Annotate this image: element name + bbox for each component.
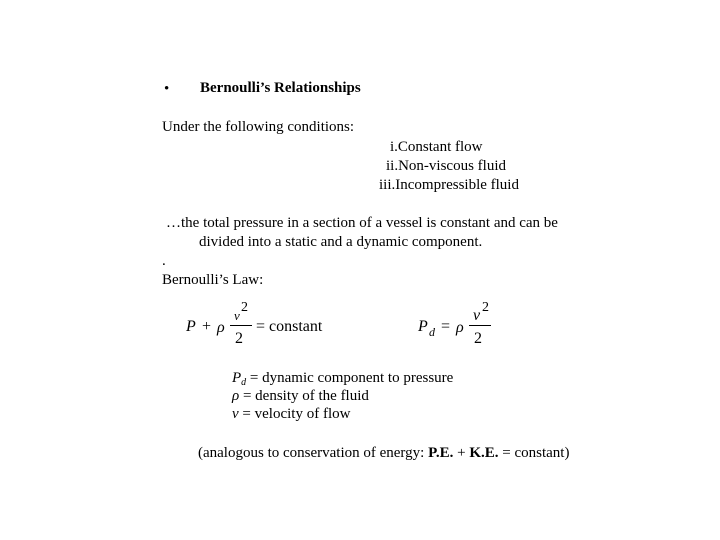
conditions-intro: Under the following conditions: <box>162 119 355 135</box>
condition-item-3: iii.Incompressible fluid <box>379 177 519 193</box>
analogy-ke: K.E. <box>469 445 499 461</box>
analogy-prefix: (analogous to conservation of energy: <box>198 445 429 461</box>
eq1-constant: constant <box>269 318 323 335</box>
def-symbol-v: v <box>232 406 239 422</box>
eq2-rho: ρ <box>456 319 464 336</box>
bullet-point: • <box>164 81 170 97</box>
eq1-plus: + <box>202 318 212 335</box>
definition-rho <box>232 389 369 404</box>
eq1-denominator: 2 <box>235 330 243 347</box>
definition-pd <box>232 371 453 388</box>
eq2-subscript: d <box>429 325 435 339</box>
paragraph-line-1: …the total pressure in a section of a vessel is constant and can be <box>166 215 558 231</box>
def-text-v: = velocity of flow <box>238 406 351 422</box>
def-text-rho: = density of the fluid <box>239 388 369 404</box>
eq2-denominator: 2 <box>474 330 482 347</box>
eq1-exponent: 2 <box>241 300 248 315</box>
eq1-fraction-bar <box>230 325 252 326</box>
section-heading: Bernoulli’s Relationships <box>200 80 361 96</box>
bernoulli-equation <box>186 300 336 355</box>
eq1-pressure: P <box>186 318 196 335</box>
law-label: Bernoulli’s Law: <box>162 272 264 288</box>
def-symbol-subscript: d <box>241 377 247 388</box>
definition-v <box>232 407 350 422</box>
eq1-equals: = <box>256 318 266 335</box>
stray-period: . <box>162 253 166 269</box>
def-text-pd: = dynamic component to pressure <box>246 370 454 386</box>
analogy-suffix: = constant) <box>498 445 570 461</box>
eq2-numerator-v: v <box>473 307 481 324</box>
condition-item-2: ii.Non-viscous fluid <box>386 158 506 174</box>
paragraph-line-2: divided into a static and a dynamic component. <box>199 234 483 250</box>
eq2-exponent: 2 <box>482 300 489 315</box>
eq2-fraction-bar <box>469 325 491 326</box>
dynamic-pressure-equation <box>412 300 502 355</box>
eq2-equals: = <box>441 318 451 335</box>
energy-analogy <box>198 446 569 461</box>
condition-item-1: i.Constant flow <box>390 139 483 155</box>
eq1-numerator-v: v <box>234 308 240 323</box>
analogy-plus: + <box>453 445 470 461</box>
analogy-pe: P.E. <box>428 445 454 461</box>
eq2-pressure: P <box>418 318 428 335</box>
def-symbol-p: P <box>232 370 242 386</box>
def-symbol-rho: ρ <box>232 388 240 404</box>
eq1-rho: ρ <box>217 319 225 336</box>
